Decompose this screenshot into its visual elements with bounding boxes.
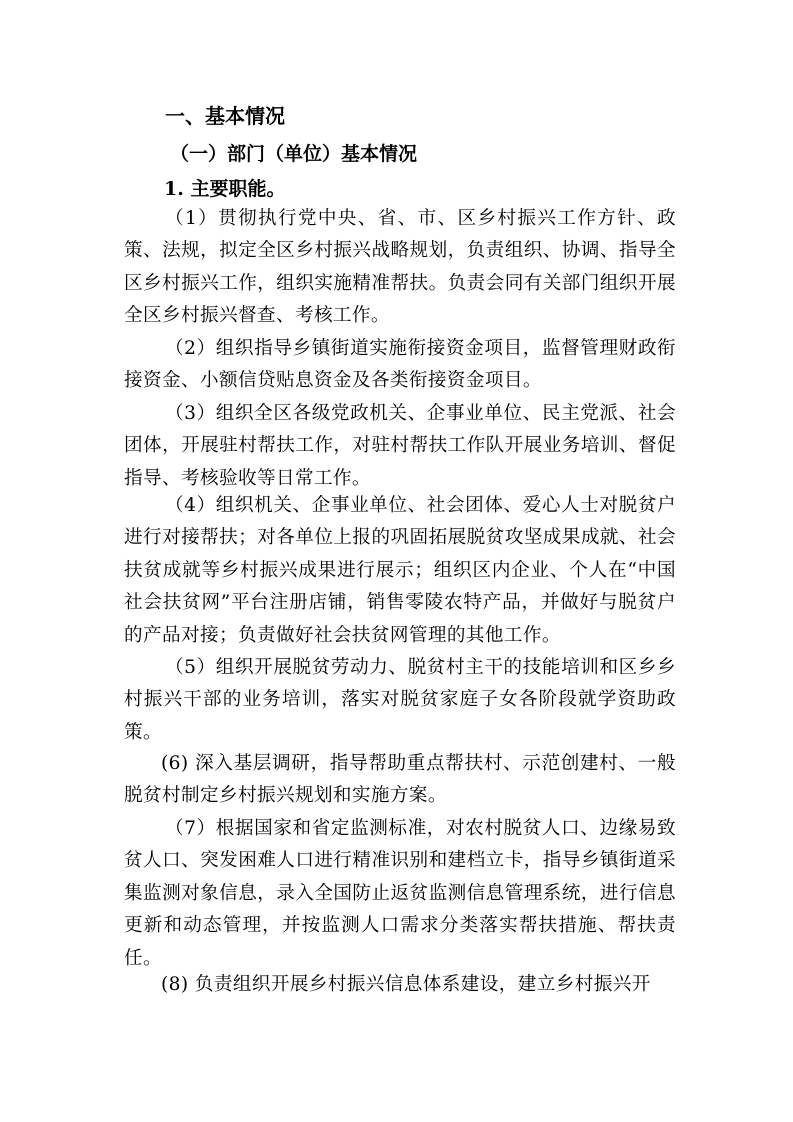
- item-heading: 1. 主要职能。: [164, 178, 286, 200]
- paragraph-function-5: （5）组织开展脱贫劳动力、脱贫村主干的技能培训和区乡乡村振兴干部的业务培训，落实对脱贫家庭子女各阶段就学资助政策。: [124, 657, 676, 743]
- subsection-heading: （一）部门（单位）基本情况: [170, 143, 418, 165]
- paragraph-function-4: （4）组织机关、企事业单位、社会团体、爱心人士对脱贫户进行对接帮扶；对各单位上报的巩固拓展脱贫攻坚成果成就、社会扶贫成就等乡村振兴成果进行展示；组织区内企业、个人在“中国社会扶贫网”平台注册店铺，销售零陵农特产品，并做好与脱贫户的产品对接；负责做好社会扶贫网管理的其他工作。: [124, 495, 676, 646]
- paragraph-function-1: （1）贯彻执行党中央、省、市、区乡村振兴工作方针、政策、法规，拟定全区乡村振兴战略规划，负责组织、协调、指导全区乡村振兴工作，组织实施精准帮扶。负责会同有关部门组织开展全区乡村振兴督查、考核工作。: [124, 208, 676, 327]
- paragraph-function-2: （2）组织指导乡镇街道实施衔接资金项目，监督管理财政衔接资金、小额信贷贴息资金及各类衔接资金项目。: [124, 338, 676, 392]
- paragraph-function-6: (6) 深入基层调研，指导帮助重点帮扶村、示范创建村、一般脱贫村制定乡村振兴规划和实施方案。: [124, 753, 676, 807]
- paragraph-function-8: (8) 负责组织开展乡村振兴信息体系建设，建立乡村振兴开: [161, 974, 651, 995]
- paragraph-function-3: （3）组织全区各级党政机关、企事业单位、民主党派、社会团体，开展驻村帮扶工作，对驻村帮扶工作队开展业务培训、督促指导、考核验收等日常工作。: [124, 403, 676, 489]
- paragraph-function-7: （7）根据国家和省定监测标准，对农村脱贫人口、边缘易致贫人口、突发困难人口进行精准识别和建档立卡，指导乡镇街道采集监测对象信息，录入全国防止返贫监测信息管理系统，进行信息更新和动态管理，并按监测人口需求分类落实帮扶措施、帮扶责任。: [124, 818, 676, 969]
- section-heading: 一、基本情况: [165, 104, 285, 128]
